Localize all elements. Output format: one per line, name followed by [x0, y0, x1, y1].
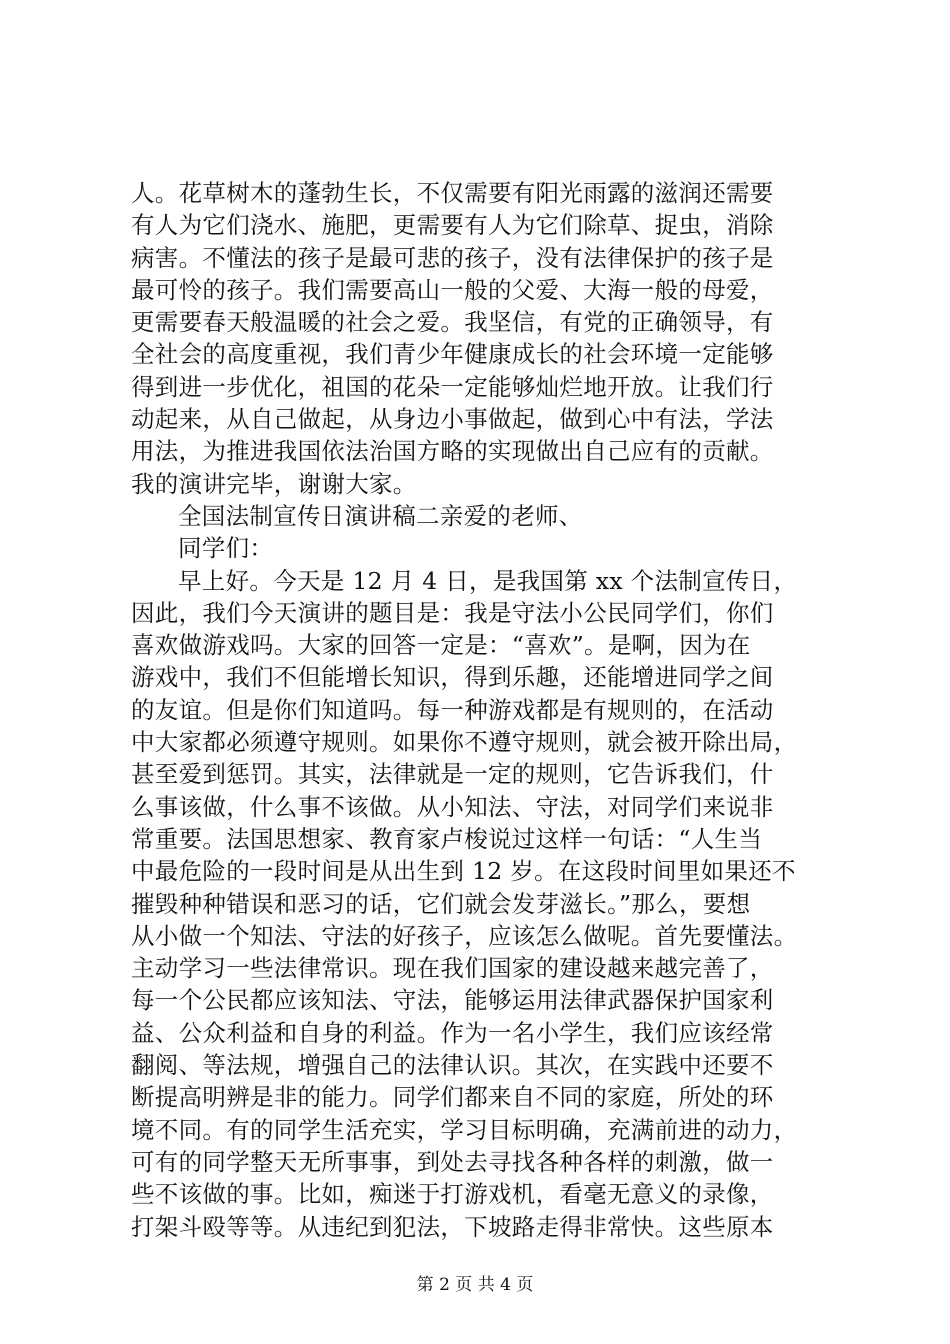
text-line: 全社会的高度重视，我们青少年健康成长的社会环境一定能够: [131, 340, 774, 369]
text-line: 常重要。法国思想家、教育家卢梭说过这样一句话：“人生当: [131, 824, 763, 853]
text-line: 用法，为推进我国依法治国方略的实现做出自己应有的贡献。: [131, 437, 774, 466]
text-line: 因此，我们今天演讲的题目是：我是守法小公民同学们，你们: [131, 598, 774, 627]
text-line: 打架斗殴等等。从违纪到犯法，下坡路走得非常快。这些原本: [131, 1212, 774, 1241]
salutation: 同学们：: [178, 534, 274, 563]
text-line: 些不该做的事。比如，痴迷于打游戏机，看毫无意义的录像，: [131, 1180, 774, 1209]
text-line: 每一个公民都应该知法、守法，能够运用法律武器保护国家利: [131, 986, 774, 1015]
text-line: 得到进一步优化，祖国的花朵一定能够灿烂地开放。让我们行: [131, 372, 774, 401]
body-text: [131, 177, 831, 1243]
section-heading: 全国法制宣传日演讲稿二亲爱的老师、: [178, 501, 583, 530]
paragraph-start: 早上好。今天是 12 月 4 日，是我国第 xx 个法制宣传日，: [178, 566, 798, 595]
text-line: 甚至爱到惩罚。其实，法律就是一定的规则，它告诉我们，什: [131, 760, 774, 789]
text-line: 动起来，从自己做起，从身边小事做起，做到心中有法，学法: [131, 405, 774, 434]
page-number-footer: 第 2 页 共 4 页: [416, 1275, 534, 1295]
text-line: 可有的同学整天无所事事，到处去寻找各种各样的刺激，做一: [131, 1147, 774, 1176]
text-line: 游戏中，我们不但能增长知识，得到乐趣，还能增进同学之间: [131, 663, 774, 692]
text-line: 有人为它们浇水、施肥，更需要有人为它们除草、捉虫，消除: [131, 211, 774, 240]
text-line: 摧毁种种错误和恶习的话，它们就会发芽滋长。”那么，要想: [131, 889, 751, 918]
text-line: 的友谊。但是你们知道吗。每一种游戏都是有规则的，在活动: [131, 695, 774, 724]
text-line: 么事该做，什么事不该做。从小知法、守法，对同学们来说非: [131, 792, 774, 821]
text-line: 从小做一个知法、守法的好孩子，应该怎么做呢。首先要懂法。: [131, 921, 798, 950]
text-line: 断提高明辨是非的能力。同学们都来自不同的家庭，所处的环: [131, 1083, 774, 1112]
text-line: 益、公众利益和自身的利益。作为一名小学生，我们应该经常: [131, 1018, 774, 1047]
text-line: 病害。不懂法的孩子是最可悲的孩子，没有法律保护的孩子是: [131, 243, 774, 272]
text-line: 我的演讲完毕，谢谢大家。: [131, 469, 417, 498]
text-line: 更需要春天般温暖的社会之爱。我坚信，有党的正确领导，有: [131, 308, 774, 337]
text-line: 喜欢做游戏吗。大家的回答一定是：“喜欢”。是啊，因为在: [131, 631, 751, 660]
text-line: 中最危险的一段时间是从出生到 12 岁。在这段时间里如果还不: [131, 857, 796, 886]
text-line: 境不同。有的同学生活充实，学习目标明确，充满前进的动力，: [131, 1115, 798, 1144]
text-line: 主动学习一些法律常识。现在我们国家的建设越来越完善了，: [131, 954, 774, 983]
text-line: 中大家都必须遵守规则。如果你不遵守规则，就会被开除出局，: [131, 728, 798, 757]
text-line: 最可怜的孩子。我们需要高山一般的父爱、大海一般的母爱，: [131, 275, 774, 304]
text-line: 翻阅、等法规，增强自己的法律认识。其次，在实践中还要不: [131, 1051, 774, 1080]
text-line: 人。花草树木的蓬勃生长，不仅需要有阳光雨露的滋润还需要: [131, 179, 774, 207]
